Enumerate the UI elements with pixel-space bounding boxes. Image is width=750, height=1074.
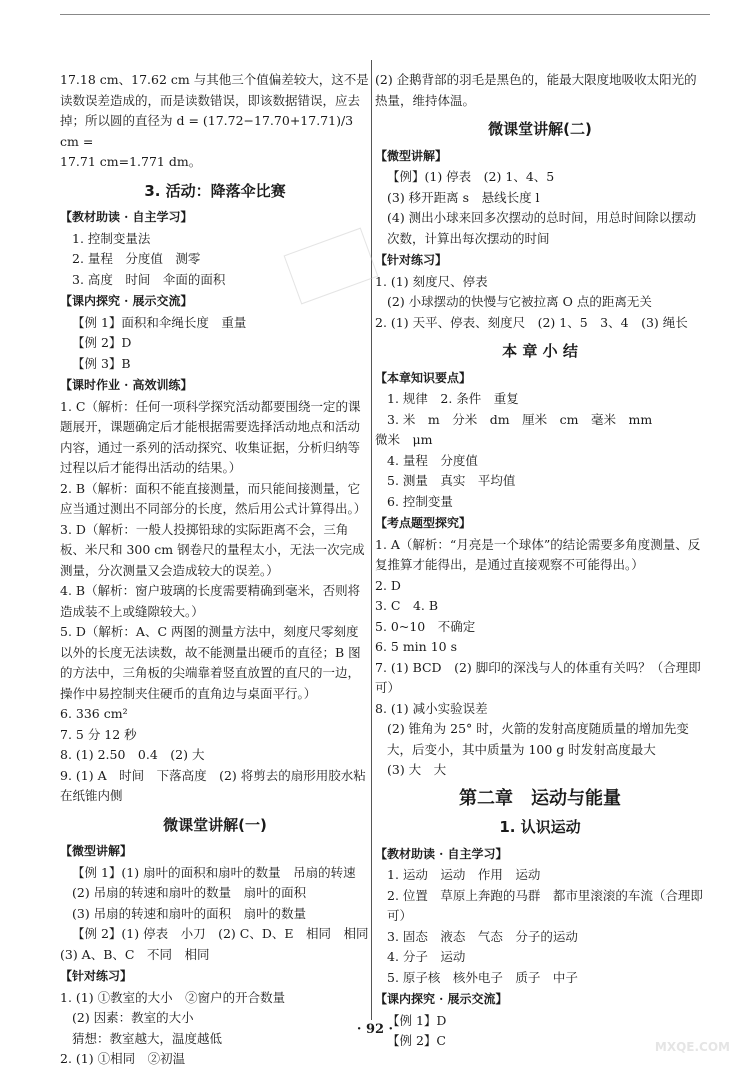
list-item: 1. C（解析：任何一项科学探究活动都要围绕一定的课题展开，课题确定后才能根据需要选择活动地点和活动内容，通过一系列的活动探究、收集证据，分析归纳等过程以后才能得出活动的结果。）	[60, 398, 361, 475]
list-item: 【例 1】(1) 扇叶的面积和扇叶的数量 吊扇的转速	[72, 864, 356, 880]
intro-text: 17.71 cm=1.771 dm。	[60, 154, 202, 169]
list-item: 1. (1) 刻度尺、停表	[375, 273, 488, 289]
list-item: 5. 原子核 核外电子 质子 中子	[387, 969, 578, 985]
list-item: (2) 因素：教室的大小	[72, 1010, 194, 1025]
list-item: 8. (1) 减小实验误差	[375, 700, 488, 716]
section-heading: 【教材助读 · 自主学习】	[60, 210, 193, 224]
list-item: 2. 位置 草原上奔跑的马群 都市里滚滚的车流（合理即可）	[387, 887, 703, 923]
list-item: 1. (1) ①教室的大小 ②窗户的开合数量	[60, 989, 286, 1005]
list-item: 4. 分子 运动	[387, 949, 466, 964]
list-item: (2) 小球摆动的快慢与它被拉离 O 点的距离无关	[387, 294, 652, 309]
list-item: 4. B（解析：窗户玻璃的长度需要精确到毫米，否则将造成装不上或缝隙较大。）	[60, 583, 361, 619]
intro-text: 17.18 cm、17.62 cm 与其他三个值偏差较大，这不是读数误差造成的，而是读数错误，即该数据错误，应去掉；所以圆的直径为 d = (17.72−17.70+17.71)/3 cm =	[60, 72, 369, 149]
list-item: 3. C 4. B	[375, 598, 439, 613]
right-column	[375, 70, 705, 1052]
list-item: 【例 1】D	[387, 1012, 447, 1028]
list-item: 2. D	[375, 577, 401, 593]
list-item: 3. 固态 液态 气态 分子的运动	[387, 928, 578, 944]
section-title: 1. 认识运动	[499, 818, 581, 836]
list-item: 7. 5 分 12 秒	[60, 726, 137, 742]
list-item: 5. 0~10 不确定	[375, 618, 476, 634]
list-item: 4. 量程 分度值	[387, 452, 478, 468]
list-item: 3. D（解析：一般人投掷铅球的实际距离不会，三角板、米尺和 300 cm 钢卷尺的量程太小，无法一次完成测量，分次测量又会造成较大的误差。）	[60, 521, 365, 578]
list-item: 【例 2】D	[72, 335, 132, 350]
list-item: 9. (1) A 时间 下落高度 (2) 将剪去的扇形用胶水粘在纸锥内侧	[60, 767, 366, 803]
section-heading: 【针对练习】	[60, 969, 133, 983]
list-item: 2. B（解析：面积不能直接测量，而只能间接测量，它应当通过测出不同部分的长度，然后用公式计算得出。）	[60, 480, 367, 516]
section-heading: 【课时作业 · 高效训练】	[60, 378, 193, 392]
list-item: (2) 吊扇的转速和扇叶的数量 扇叶的面积	[72, 885, 307, 900]
section-heading: 【微型讲解】	[60, 844, 133, 858]
list-item: (3) 大 大	[387, 762, 447, 777]
list-item: (2) 锥角为 25° 时，火箭的发射高度随质量的增加先变大，后变小，其中质量为 100 g 时发射高度最大	[387, 721, 689, 757]
list-item: 【例 2】C	[387, 1033, 446, 1048]
list-item: 7. (1) BCD (2) 脚印的深浅与人的体重有关吗？（合理即可）	[375, 659, 701, 695]
list-item: 2. (1) ①相同 ②初温	[60, 1051, 186, 1066]
section-title: 3. 活动：降落伞比赛	[144, 181, 286, 200]
section-heading: 【考点题型探究】	[375, 516, 472, 530]
column-divider	[371, 60, 372, 1020]
list-item: 1. 控制变量法	[72, 230, 151, 246]
list-item: (3) 吊扇的转速和扇叶的面积 扇叶的数量	[72, 905, 307, 921]
section-title: 微课堂讲解(一)	[163, 815, 267, 834]
section-heading: 【教材助读 · 自主学习】	[375, 846, 508, 861]
list-item: (3) A、B、C 不同 相同	[60, 946, 210, 962]
list-item: 6. 控制变量	[387, 493, 453, 509]
list-item: 3. 高度 时间 伞面的面积	[72, 271, 226, 287]
section-title: 本 章 小 结	[502, 342, 578, 360]
list-item: 【例 3】B	[72, 355, 131, 371]
top-rule	[60, 14, 710, 15]
list-item: (4) 测出小球来回多次摆动的总时间，用总时间除以摆动次数，计算出每次摆动的时间	[387, 210, 697, 246]
list-item: 5. 测量 真实 平均值	[387, 473, 516, 488]
watermark-logo: MXQE.COM	[654, 1040, 730, 1054]
list-item: 【例】(1) 停表 (2) 1、4、5	[387, 169, 555, 184]
list-item: 6. 336 cm²	[60, 706, 128, 721]
intro-text: (2) 企鹅背部的羽毛是黑色的，能最大限度地吸收太阳光的热量，维持体温。	[375, 72, 697, 108]
list-item: 6. 5 min 10 s	[375, 639, 457, 654]
section-heading: 【本章知识要点】	[375, 370, 472, 385]
section-title: 微课堂讲解(二)	[488, 120, 592, 138]
list-item: 5. D（解析：A、C 两图的测量方法中，刻度尺零刻度以外的长度无法读数，故不能测量出硬币的直径；B 图的方法中，三角板的尖端靠着竖直放置的直尺的一边，操作中易控制夹住硬币的直角边与桌面平行。）	[60, 624, 361, 701]
section-heading: 【针对练习】	[375, 253, 448, 267]
list-item: 【例 1】面积和伞绳长度 重量	[72, 314, 247, 330]
list-item: 1. 规律 2. 条件 重复	[387, 391, 519, 406]
list-item: 8. (1) 2.50 0.4 (2) 大	[60, 747, 205, 762]
section-heading: 【微型讲解】	[375, 148, 448, 163]
left-column	[60, 70, 370, 1070]
list-item: 3. 米 m 分米 dm 厘米 cm 毫米 mm	[387, 411, 653, 427]
list-item: 2. (1) 天平、停表、刻度尺 (2) 1、5 3、4 (3) 绳长	[375, 314, 688, 330]
section-heading: 【课内探究 · 展示交流】	[375, 992, 508, 1006]
page-number: · 92 ·	[356, 1022, 394, 1037]
list-item: 2. 量程 分度值 测零	[72, 251, 201, 266]
list-item: (3) 移开距离 s 悬线长度 l	[387, 189, 540, 205]
list-item: 猜想：教室越大，温度越低	[72, 1030, 223, 1046]
list-item: 1. A（解析：“月亮是一个球体”的结论需要多角度测量、反复推算才能得出，是通过直接观察不可能得出。）	[375, 536, 701, 572]
chapter-title: 第二章 运动与能量	[459, 787, 621, 809]
list-item: 1. 运动 运动 作用 运动	[387, 867, 541, 882]
list-item: 微米 μm	[375, 432, 433, 447]
section-heading: 【课内探究 · 展示交流】	[60, 294, 193, 308]
list-item: 【例 2】(1) 停表 小刀 (2) C、D、E 相同 相同	[72, 926, 369, 941]
